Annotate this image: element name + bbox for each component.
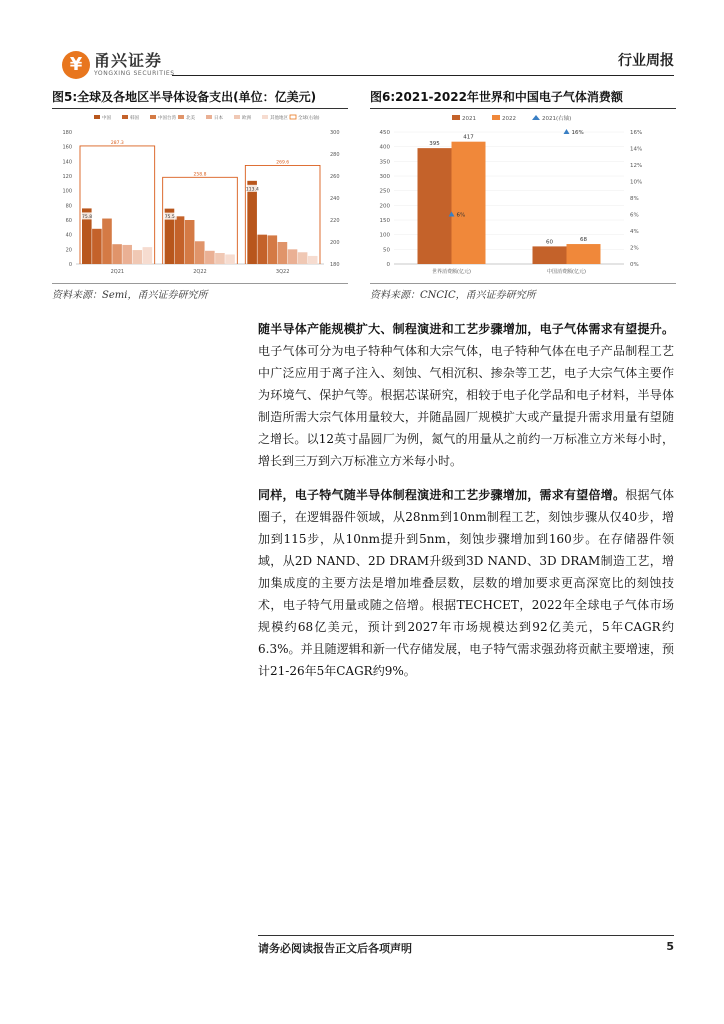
x-tick-label: 2Q22 <box>193 269 207 275</box>
figure6-svg <box>372 112 674 284</box>
bar <box>567 244 601 264</box>
paragraph-1 <box>258 318 674 472</box>
legend-swatch <box>452 115 460 120</box>
data-label: 60 <box>546 239 553 246</box>
legend-swatch <box>150 115 156 119</box>
y-right-tick-label: 6% <box>630 212 639 219</box>
bar <box>308 256 318 264</box>
y-tick-label: 450 <box>379 130 390 136</box>
report-type: 行业周报 <box>618 53 674 69</box>
figure6-source: 资料来源：CNCIC，甬兴证券研究所 <box>370 283 676 300</box>
legend-swatch <box>178 115 184 119</box>
y-tick-label: 180 <box>62 130 72 136</box>
y-right-tick-label: 0% <box>630 262 639 268</box>
figure5-source: 资料来源：Semi，甬兴证券研究所 <box>52 283 348 300</box>
legend-label: 2021(右轴) <box>542 116 572 122</box>
bar <box>195 241 205 264</box>
y-tick-label: 250 <box>379 188 390 195</box>
y-right-tick-label: 12% <box>630 163 643 169</box>
bar <box>418 148 452 264</box>
bar <box>122 245 132 264</box>
footer-disclaimer: 请务必阅读报告正文后各项声明 <box>258 942 412 955</box>
logo-name-cn: 甬兴证券 <box>94 51 163 70</box>
y-tick-label: 40 <box>65 232 72 239</box>
footer-divider <box>258 935 674 936</box>
data-label: 75.5 <box>164 215 175 221</box>
bar <box>278 242 288 264</box>
y-tick-label: 80 <box>65 203 72 210</box>
bar <box>205 251 215 264</box>
legend-swatch <box>492 115 500 120</box>
logo-icon: ¥ <box>62 51 90 79</box>
y-tick-label: 350 <box>379 159 390 166</box>
legend-label: 日本 <box>214 116 223 121</box>
y-right-tick-label: 10% <box>630 179 643 186</box>
y-right-tick-label: 240 <box>330 196 340 202</box>
y-right-tick-label: 220 <box>330 218 340 224</box>
y-tick-label: 100 <box>379 232 390 239</box>
y-right-tick-label: 2% <box>630 245 639 252</box>
bar <box>102 219 112 264</box>
header-divider <box>172 75 674 76</box>
y-right-tick-label: 8% <box>630 196 639 202</box>
y-right-tick-label: 300 <box>330 130 340 136</box>
bar <box>112 244 122 264</box>
bar <box>225 254 235 264</box>
legend-label: 其他地区 <box>270 116 288 121</box>
growth-label: 6% <box>456 212 466 219</box>
legend-label: 北美 <box>186 116 195 121</box>
y-tick-label: 50 <box>383 247 390 254</box>
y-tick-label: 150 <box>379 218 390 224</box>
bar <box>143 247 153 264</box>
figure5-title: 图5:全球及各地区半导体设备支出(单位：亿美元) <box>52 88 348 109</box>
bar <box>533 246 567 264</box>
paragraph-2-lead: 同样，电子特气随半导体制程演进和工艺步骤增加，需求有望倍增。 <box>258 488 626 502</box>
y-tick-label: 140 <box>62 159 72 166</box>
y-right-tick-label: 260 <box>330 174 340 180</box>
global-value-label: 258.8 <box>193 172 207 178</box>
global-value-label: 287.3 <box>110 140 124 146</box>
x-tick-label: 世界消费额(亿元) <box>432 269 471 275</box>
bar <box>257 235 267 264</box>
legend-swatch <box>532 115 540 120</box>
y-tick-label: 20 <box>65 247 72 254</box>
bar <box>215 253 225 264</box>
bar <box>268 235 278 264</box>
legend-swatch <box>234 115 240 119</box>
y-right-tick-label: 16% <box>630 130 643 136</box>
legend-swatch <box>94 115 100 119</box>
y-right-tick-label: 280 <box>330 152 340 158</box>
growth-label: 16% <box>571 130 584 136</box>
y-tick-label: 160 <box>62 144 72 151</box>
figure5-chart <box>54 112 350 284</box>
y-tick-label: 200 <box>379 203 390 210</box>
bar <box>288 249 298 264</box>
bar <box>247 181 257 264</box>
data-label: 113.4 <box>245 187 259 193</box>
data-label: 68 <box>580 237 587 244</box>
legend-label: 2022 <box>502 116 516 122</box>
figure6-title: 图6:2021-2022年世界和中国电子气体消费额 <box>370 88 676 109</box>
y-tick-label: 0 <box>68 262 72 268</box>
legend-swatch <box>262 115 268 119</box>
y-right-tick-label: 180 <box>330 262 340 268</box>
y-tick-label: 100 <box>62 188 72 195</box>
data-label: 417 <box>463 134 474 141</box>
legend-label: 2021 <box>462 116 476 122</box>
bar <box>175 216 185 264</box>
legend-swatch <box>290 115 296 119</box>
legend-label: 全球(右轴) <box>298 116 320 121</box>
y-right-tick-label: 4% <box>630 229 639 235</box>
y-right-tick-label: 200 <box>330 240 340 246</box>
growth-marker <box>564 129 570 134</box>
bar <box>132 250 142 264</box>
legend-label: 韩国 <box>130 116 139 121</box>
figure6-chart <box>372 112 674 284</box>
legend-swatch <box>206 115 212 119</box>
page-number: 5 <box>666 940 674 953</box>
paragraph-1-body: 电子气体可分为电子特种气体和大宗气体，电子特种气体在电子产品制程工艺中广泛应用于离子注入、刻蚀、气相沉积、掺杂等工艺，电子大宗气体主要作为环境气、保护气等。根据芯谋研究，相较于电子化学品和电子材料，半导体制造所需大宗气体用量较大，并随晶圆厂规模扩大或产量提升需求用量有望随之增长。以12英寸晶圆厂为例，氮气的用量从之前约一万标准立方米每小时，增长到三万到六万标准立方米每小时。 <box>258 344 674 468</box>
y-tick-label: 120 <box>62 174 72 180</box>
legend-label: 欧洲 <box>242 116 251 121</box>
legend-swatch <box>122 115 128 119</box>
figure5-svg <box>54 112 350 284</box>
legend-label: 中国 <box>102 116 111 121</box>
bar <box>92 229 102 264</box>
y-tick-label: 0 <box>386 262 390 268</box>
x-tick-label: 3Q22 <box>275 269 290 275</box>
paragraph-1-lead: 随半导体产能规模扩大、制程演进和工艺步骤增加，电子气体需求有望提升。 <box>258 322 674 336</box>
paragraph-2-body: 根据气体圈子，在逻辑器件领域，从28nm到10nm制程工艺，刻蚀步骤从仅40步，增加到115步，从10nm提升到5nm，刻蚀步骤增加到160步。在存储器件领域，从2D NAND、2D DRAM升级到3D NAND、3D DRAM制造工艺，增加集成度的主要方法是增加堆叠层数，层数的增加要求更高深宽比的刻蚀技术，电子特气用量或随之倍增。根据TECHCET，2022年全球电子气体市场规模约68亿美元，预计到2027年市场规模达到92亿美元，5年CAGR约6.3%。并且随逻辑和新一代存储发展，电子特气需求强劲将贡献主要增速，预计21-26年5年CAGR约9%。 <box>258 488 674 678</box>
paragraph-2 <box>258 484 674 682</box>
bar <box>185 220 195 264</box>
bar <box>452 142 486 264</box>
bar <box>298 252 308 264</box>
x-tick-label: 2Q21 <box>110 269 125 275</box>
x-tick-label: 中国消费额(亿元) <box>547 269 586 275</box>
global-value-label: 269.6 <box>276 160 290 166</box>
company-logo <box>62 50 175 80</box>
page-header <box>52 44 674 84</box>
legend-label: 中国台湾 <box>158 116 176 121</box>
y-tick-label: 400 <box>379 144 390 151</box>
y-tick-label: 300 <box>379 174 390 180</box>
data-label: 395 <box>429 141 440 148</box>
data-label: 75.8 <box>82 214 93 220</box>
y-tick-label: 60 <box>65 218 72 224</box>
y-right-tick-label: 14% <box>630 146 643 153</box>
logo-name-en: YONGXING SECURITIES <box>94 70 175 77</box>
